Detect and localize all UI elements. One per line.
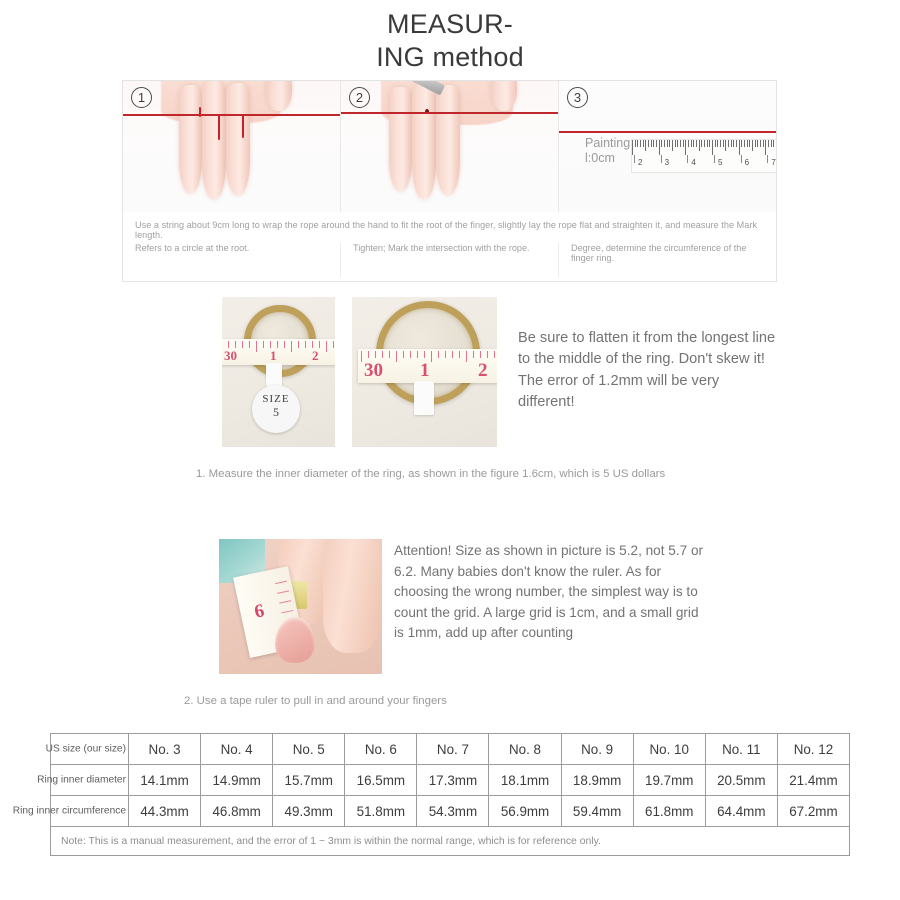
table-cell-inner-diameter: 18.1mm <box>489 765 561 796</box>
ruler-number-mark <box>634 155 635 163</box>
tape-number: 6 <box>252 600 267 623</box>
ruler-number-mark <box>661 155 662 163</box>
steps-top-caption: Use a string about 9cm long to wrap the rope around the hand to fit the root of the finger, slightly lay the rope flat and straighten it, and measure the Mark length. <box>135 220 758 240</box>
instruction-line-2: 2. Use a tape ruler to pull in and around your fingers <box>184 695 447 707</box>
ruler-tick <box>715 140 716 147</box>
ruler-tick <box>717 140 718 147</box>
finger-measure-photo <box>219 539 382 674</box>
tape-tick <box>298 341 299 348</box>
ruler-tick <box>691 140 692 147</box>
table-cell-us-size: No. 10 <box>633 734 705 765</box>
ruler-tick <box>760 140 761 147</box>
step-1-image <box>123 81 341 212</box>
string-red-line <box>559 131 776 133</box>
tape-tick <box>235 341 236 348</box>
table-cell-inner-diameter: 15.7mm <box>273 765 345 796</box>
attention-text: Attention! Size as shown in picture is 5.2, not 5.7 or 6.2. Many babies don't know the ruler. As for choosing the wrong number, the simplest way is to count the grid. A large grid is 1cm, and a small grid is 1mm, add up after counting <box>394 543 704 641</box>
ring-measure-photo-right <box>352 297 497 447</box>
tape-tick <box>487 351 488 358</box>
string-vertical-right <box>242 114 244 138</box>
tape-tick <box>480 351 481 358</box>
step-2-image <box>341 81 559 212</box>
table-cell-inner-circumference: 44.3mm <box>129 796 201 827</box>
ruler-number: 2 <box>638 158 643 167</box>
table-cell-inner-diameter: 20.5mm <box>705 765 777 796</box>
table-cell-us-size: No. 7 <box>417 734 489 765</box>
ruler-tick <box>693 140 694 147</box>
ruler-tick <box>659 140 660 155</box>
ruler-tick <box>707 140 708 147</box>
table-row <box>51 796 850 827</box>
table-cell-inner-diameter: 18.9mm <box>561 765 633 796</box>
ruler-number-mark <box>714 155 715 163</box>
ruler-tick <box>672 140 673 151</box>
ruler-tick <box>683 140 684 147</box>
page-title <box>0 8 900 74</box>
table-cell-inner-circumference: 59.4mm <box>561 796 633 827</box>
tape-tick <box>279 600 291 603</box>
measuring-tape-strip <box>222 339 335 365</box>
ruler-tick <box>696 140 697 147</box>
ruler-tick <box>773 140 774 147</box>
tape-tick <box>382 351 383 358</box>
ruler-tick <box>733 140 734 147</box>
measuring-steps-panel <box>122 80 777 282</box>
tape-tick <box>375 351 376 358</box>
ruler-tick <box>747 140 748 147</box>
ring-measure-photo-left <box>222 297 335 447</box>
page-title-line-2: ING method <box>376 42 524 72</box>
ruler-graphic <box>631 139 776 173</box>
finger-shape <box>412 83 436 199</box>
tape-tick <box>424 351 425 358</box>
ruler-number: 5 <box>718 158 723 167</box>
ruler-tick <box>741 140 742 147</box>
table-row-label-us-size <box>45 734 129 765</box>
ruler-tick <box>731 140 732 147</box>
finger-shape <box>179 85 202 193</box>
tape-tick <box>228 341 229 348</box>
table-cell-inner-circumference: 61.8mm <box>633 796 705 827</box>
tape-tick <box>284 341 285 348</box>
ruler-tick <box>635 140 636 147</box>
tape-number: 30 <box>224 348 237 363</box>
ruler-tick <box>712 140 713 155</box>
ruler-tick <box>723 140 724 147</box>
ruler-tick <box>656 140 657 147</box>
ruler-tick <box>677 140 678 147</box>
ruler-tick <box>757 140 758 147</box>
ruler-tick <box>771 140 772 147</box>
table-cell-inner-circumference: 46.8mm <box>201 796 273 827</box>
string-red-line <box>341 112 558 114</box>
step-images-row <box>123 81 776 212</box>
table-cell-inner-circumference: 67.2mm <box>777 796 849 827</box>
table-row-label-inner-circumference <box>12 796 129 827</box>
ruler-tick <box>661 140 662 147</box>
ruler-number-mark <box>767 155 768 163</box>
table-cell-inner-diameter: 16.5mm <box>345 765 417 796</box>
ruler-tick <box>763 140 764 147</box>
ruler-tick <box>768 140 769 147</box>
ruler-tick <box>643 140 644 147</box>
tape-tick <box>333 341 334 348</box>
ruler-tick <box>699 140 700 151</box>
table-row <box>51 765 850 796</box>
measuring-tape-strip <box>358 349 497 383</box>
string-red-line <box>123 114 340 116</box>
tape-tick <box>361 351 362 362</box>
ruler-tick <box>720 140 721 147</box>
ruler-tick <box>755 140 756 147</box>
page-title-line-1: MEASUR- <box>387 9 513 39</box>
tape-tick <box>459 351 460 358</box>
ruler-tick <box>736 140 737 147</box>
step-badge-1: 1 <box>131 87 152 108</box>
table-row-label-text: US size (our size) <box>45 743 126 755</box>
tape-tick <box>403 351 404 358</box>
tape-tick <box>305 341 306 348</box>
tape-tick <box>312 341 313 348</box>
ruler-tick <box>752 140 753 151</box>
step-3-caption: Degree, determine the circumference of the finger ring. <box>571 243 747 263</box>
table-note-row <box>51 827 850 856</box>
tape-tick <box>417 351 418 358</box>
ruler-number: 4 <box>691 158 696 167</box>
tape-tick <box>389 351 390 358</box>
ruler-tick <box>675 140 676 147</box>
tape-tick <box>452 351 453 358</box>
tape-tick <box>256 341 257 352</box>
table-row-label-text: Ring inner circumference <box>12 805 126 817</box>
ruler-number-mark <box>741 155 742 163</box>
table-cell-inner-circumference: 54.3mm <box>417 796 489 827</box>
table-note: Note: This is a manual measurement, and the error of 1 ~ 3mm is within the normal range, which is for reference only. <box>51 827 850 856</box>
table-cell-us-size: No. 8 <box>489 734 561 765</box>
table-cell-us-size: No. 9 <box>561 734 633 765</box>
tape-tick <box>277 341 278 348</box>
ruler-number: 3 <box>664 158 670 167</box>
tape-tick <box>494 351 495 358</box>
ruler-tick <box>688 140 689 147</box>
tape-number: 2 <box>478 360 488 381</box>
tape-tick <box>326 341 327 352</box>
finger-shape <box>226 83 250 195</box>
ruler-tick <box>645 140 646 151</box>
ruler-tick <box>749 140 750 147</box>
ruler-tick <box>739 140 740 155</box>
ring-size-table-wrapper <box>12 733 850 856</box>
painting-label-line-1: Painting <box>585 136 631 150</box>
table-cell-inner-circumference: 64.4mm <box>705 796 777 827</box>
table-row-label-inner-diameter <box>37 765 129 796</box>
table-cell-inner-circumference: 56.9mm <box>489 796 561 827</box>
table-cell-inner-diameter: 14.1mm <box>129 765 201 796</box>
ruler-numbers <box>632 155 776 173</box>
ruler-number-mark <box>687 155 688 163</box>
ruler-tick <box>664 140 665 147</box>
table-cell-us-size: No. 11 <box>705 734 777 765</box>
ruler-tick <box>632 140 633 155</box>
step-captions <box>123 212 776 282</box>
tape-number: 2 <box>312 348 319 363</box>
ruler-tick <box>648 140 649 147</box>
step-caption-columns <box>123 243 776 277</box>
ruler-tick <box>728 140 729 147</box>
ruler-tick <box>744 140 745 147</box>
ruler-tick <box>709 140 710 147</box>
step-2-caption: Tighten; Mark the intersection with the rope. <box>341 243 559 277</box>
string-vertical-mid <box>218 114 220 140</box>
tape-tick <box>277 590 289 593</box>
table-row-label-text: Ring inner diameter <box>37 774 126 786</box>
table-cell-inner-diameter: 17.3mm <box>417 765 489 796</box>
painting-label <box>585 136 630 166</box>
table-cell-inner-diameter: 14.9mm <box>201 765 273 796</box>
flatten-instruction-text: Be sure to flatten it from the longest line to the middle of the ring. Don't skew it! The error of 1.2mm will be very different! <box>518 330 776 411</box>
ruler-tick <box>701 140 702 147</box>
ruler-tick <box>765 140 766 155</box>
tape-tick <box>473 351 474 358</box>
finger-shape <box>202 81 226 199</box>
tape-tick <box>466 351 467 362</box>
tape-tick <box>319 341 320 348</box>
tape-tick <box>249 341 250 348</box>
table-row <box>51 734 850 765</box>
table-cell-us-size: No. 5 <box>273 734 345 765</box>
table-cell-us-size: No. 12 <box>777 734 849 765</box>
tape-tick <box>263 341 264 348</box>
ruler-ticks <box>632 140 776 155</box>
ruler-tick <box>651 140 652 147</box>
tape-tick <box>445 351 446 358</box>
tape-number: 1 <box>420 360 430 381</box>
step-badge-2: 2 <box>349 87 370 108</box>
instruction-line-1: 1. Measure the inner diameter of the ring, as shown in the figure 1.6cm, which is 5 US dollars <box>196 468 666 480</box>
table-cell-us-size: No. 4 <box>201 734 273 765</box>
tape-tick <box>270 341 271 348</box>
table-cell-inner-diameter: 19.7mm <box>633 765 705 796</box>
tape-tick <box>275 581 287 584</box>
finger-shape <box>389 87 412 191</box>
tape-tick <box>368 351 369 358</box>
ruler-tick <box>704 140 705 147</box>
ruler-tick <box>685 140 686 155</box>
tape-tick <box>396 351 397 362</box>
step-3-image <box>559 81 776 212</box>
ruler-tick <box>725 140 726 151</box>
ruler-tick <box>669 140 670 147</box>
tape-tick <box>281 610 293 613</box>
step-badge-3: 3 <box>567 87 588 108</box>
finger-shape <box>436 85 460 195</box>
ring-size-table <box>12 733 850 856</box>
tape-tab <box>266 363 282 387</box>
size-tag-value: 5 <box>273 405 279 419</box>
table-cell-inner-circumference: 51.8mm <box>345 796 417 827</box>
ruler-tick <box>640 140 641 147</box>
fingernail-shape <box>275 617 315 663</box>
table-cell-inner-diameter: 21.4mm <box>777 765 849 796</box>
ruler-tick <box>667 140 668 147</box>
tape-tick <box>431 351 432 362</box>
table-cell-us-size: No. 6 <box>345 734 417 765</box>
tape-tab <box>414 381 434 415</box>
size-tag-label: SIZE <box>262 393 290 405</box>
step-1-caption: Refers to a circle at the root. <box>123 243 341 277</box>
tape-number: 30 <box>364 360 383 381</box>
ruler-tick <box>680 140 681 147</box>
tape-tick <box>438 351 439 358</box>
ruler-tick <box>637 140 638 147</box>
size-tag-disc <box>252 385 300 433</box>
tape-tick <box>291 341 292 352</box>
finger-shape <box>323 539 381 653</box>
ruler-number: 6 <box>744 158 750 167</box>
table-cell-us-size: No. 3 <box>129 734 201 765</box>
table-cell-inner-circumference: 49.3mm <box>273 796 345 827</box>
tape-tick <box>410 351 411 358</box>
painting-label-line-2: l:0cm <box>585 151 615 165</box>
ruler-number: 7 <box>771 158 776 167</box>
tape-number: 1 <box>270 348 277 363</box>
tape-tick <box>242 341 243 348</box>
ruler-tick <box>653 140 654 147</box>
